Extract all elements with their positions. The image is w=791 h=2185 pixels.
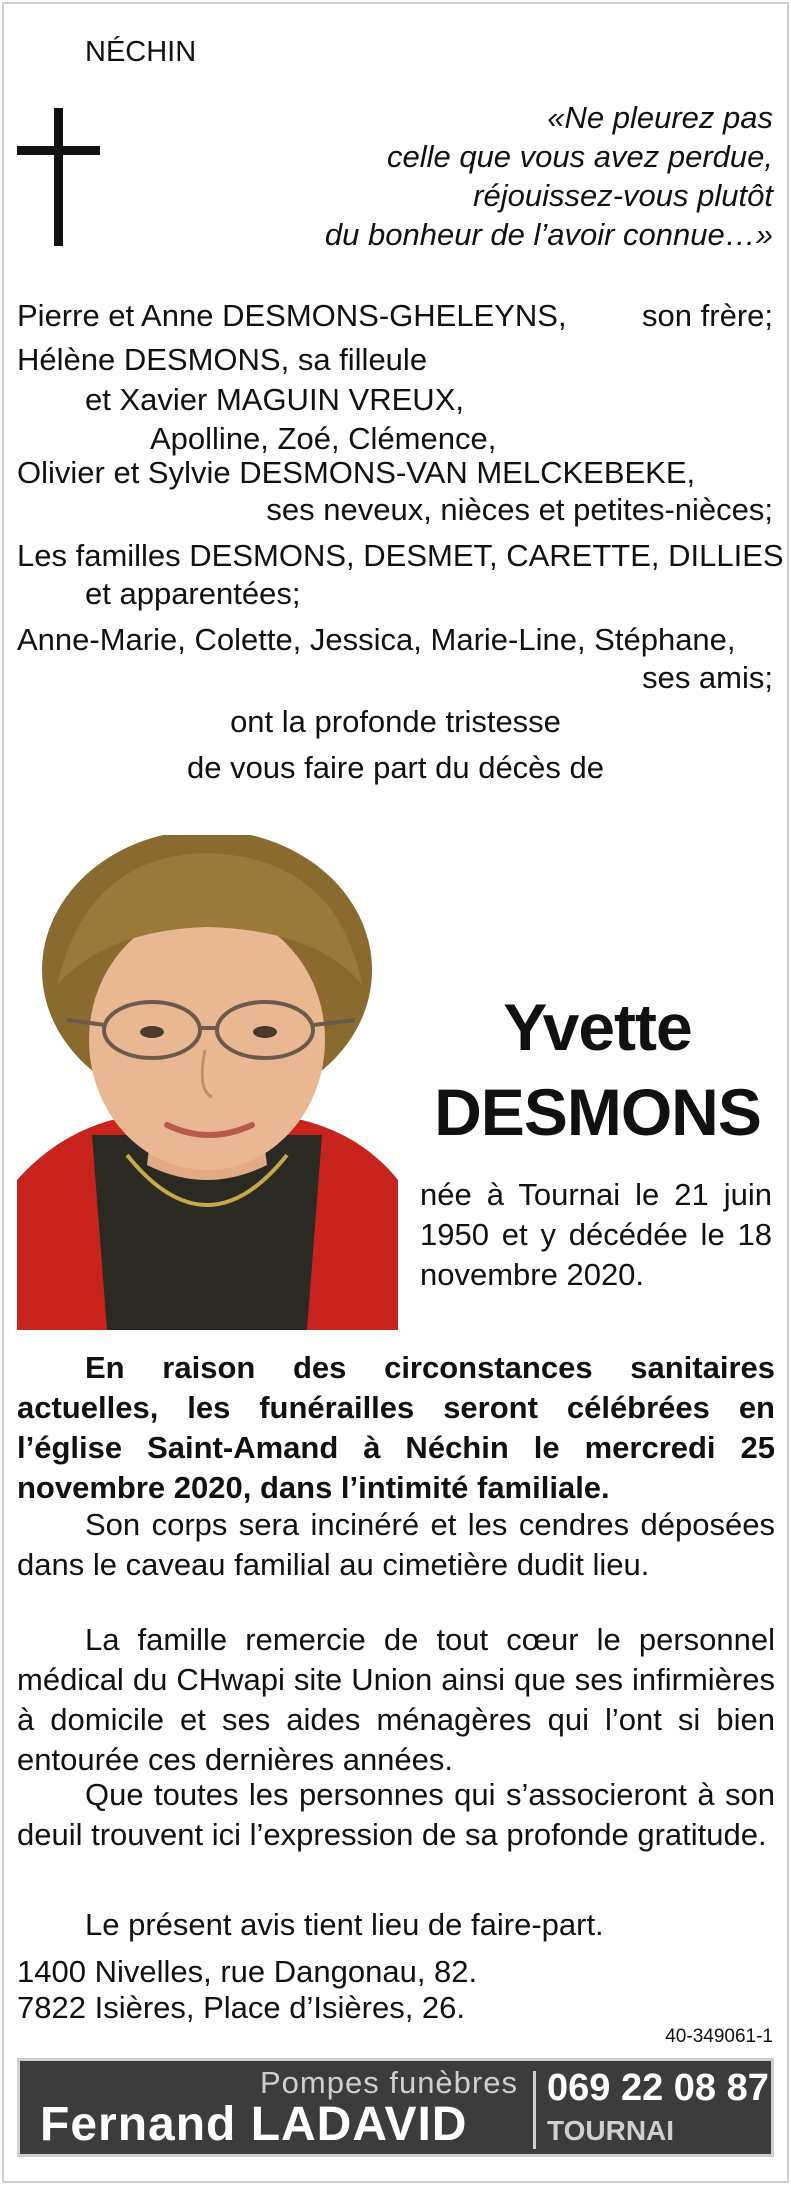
birth-death-info: née à Tournai le 21 juin 1950 et y décédée le 18 novembre 2020. bbox=[420, 1177, 772, 1292]
town-heading: NÉCHIN bbox=[85, 36, 197, 68]
announcement-line: de vous faire part du décès de bbox=[186, 750, 605, 785]
family-line: Anne-Marie, Colette, Jessica, Marie-Line, Stéphane, bbox=[17, 622, 736, 657]
gratitude-paragraph: Que toutes les personnes qui s’associeront à son deuil trouvent ici l’expression de sa profonde gratitude. bbox=[17, 1777, 775, 1852]
address-line: 1400 Nivelles, rue Dangonau, 82. bbox=[17, 1954, 478, 1989]
thanks-paragraph: La famille remercie de tout cœur le personnel médical du CHwapi site Union ainsi que ses infirmières à domicile et ses aides ménagères qui l’ont si bien entourée ces dernières années. bbox=[17, 1622, 775, 1777]
portrait-photo bbox=[17, 835, 398, 1330]
company-name: Fernand LADAVID bbox=[40, 2098, 468, 2151]
family-line: Les familles DESMONS, DESMET, CARETTE, DILLIES bbox=[17, 538, 784, 573]
address-line: 7822 Isières, Place d’Isières, 26. bbox=[17, 1990, 466, 2025]
family-relation: ses neveux, nièces et petites-nièces; bbox=[266, 492, 773, 527]
funeral-home-banner bbox=[17, 2058, 774, 2157]
quote-line: réjouissez-vous plutôt bbox=[473, 178, 773, 213]
family-relation: ses amis; bbox=[642, 660, 773, 695]
family-line: Hélène DESMONS, sa filleule bbox=[17, 342, 428, 377]
city-label: TOURNAI bbox=[547, 2115, 675, 2146]
phone-number: 069 22 08 87 bbox=[547, 2067, 769, 2109]
deceased-last-name: DESMONS bbox=[434, 1075, 761, 1149]
quote-line: «Ne pleurez pas bbox=[547, 100, 773, 135]
notice-paragraph: Le présent avis tient lieu de faire-part. bbox=[85, 1907, 604, 1942]
epitaph-quote bbox=[213, 98, 773, 254]
announcement-line: ont la profonde tristesse bbox=[230, 704, 561, 739]
deceased-first-name: Yvette bbox=[503, 990, 692, 1064]
family-line: Pierre et Anne DESMONS-GHELEYNS, bbox=[17, 298, 567, 333]
quote-line: celle que vous avez perdue, bbox=[386, 139, 773, 174]
family-line: Apolline, Zoé, Clémence, bbox=[150, 421, 497, 456]
quote-line: du bonheur de l’avoir connue…» bbox=[324, 217, 773, 252]
service-label: Pompes funèbres bbox=[260, 2065, 518, 2100]
family-line: Olivier et Sylvie DESMONS-VAN MELCKEBEKE, bbox=[17, 455, 696, 490]
reference-number: 40-349061-1 bbox=[665, 2026, 773, 2047]
footer-divider bbox=[533, 2071, 536, 2149]
family-line: et apparentées; bbox=[85, 576, 301, 611]
funeral-announcement: En raison des circonstances sanitaires actuelles, les funérailles seront célébrées en l’église Saint-Amand à Néchin le mercredi 25 novembre 2020, dans l’intimité familiale. bbox=[17, 1350, 775, 1505]
family-line: et Xavier MAGUIN VREUX, bbox=[85, 382, 464, 417]
family-relation: son frère; bbox=[642, 298, 773, 333]
cremation-paragraph: Son corps sera incinéré et les cendres déposées dans le caveau familial au cimetière dudit lieu. bbox=[17, 1507, 775, 1582]
